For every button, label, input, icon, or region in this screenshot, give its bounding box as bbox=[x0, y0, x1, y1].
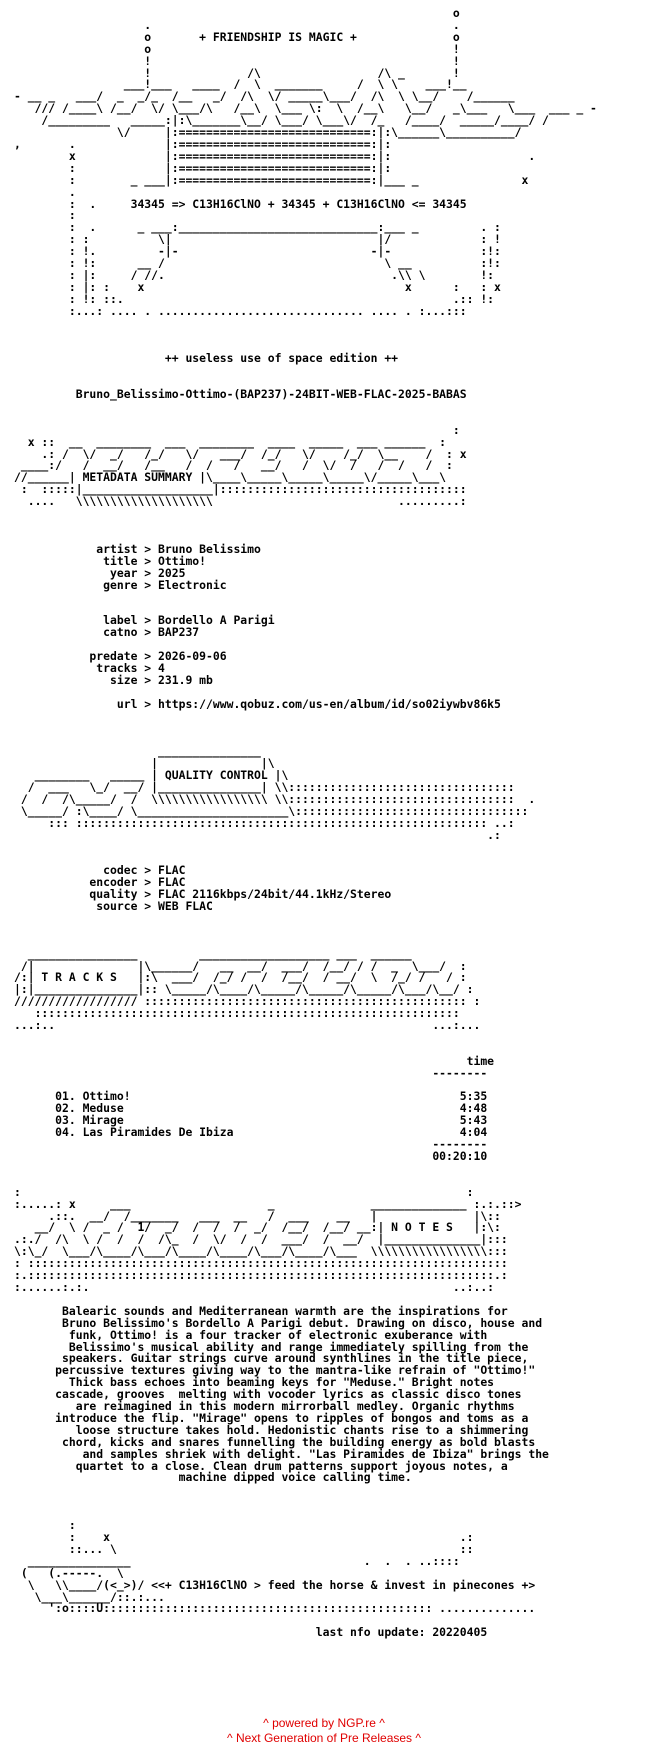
footer bbox=[0, 1716, 648, 1746]
notes-banner: : : :.....: x ___ _ ______________ :.:.::> .::. __/ /_______ ___ __ / ___ __ | |\:: __/ \ / _ / 1/ _/ / / / _/ /__/ /__/ __:| N O T E S |:\: .:./ /\ \ / / / /\_ / \/ / / ___/ / __/ |______________|::: \:\_/ \___/\____/\___/\____/\____/\___/\____/\___ \\\\\\\\\\\\\\\\\::: : :::::::::::::::::::::::::::::::::::::::::::::::::::::::::::::::::::::: :.::::::::::::::::::::::::::::::::::::::::::::::::::::::::::::::::::::.: :......:.:. ..:..: bbox=[14, 1184, 522, 1294]
footer-tagline: ^ Next Generation of Pre Releases ^ bbox=[226, 1731, 422, 1745]
release-notes: Balearic sounds and Mediterranean warmth are the inspirations for Bruno Belissimo's Bordello A Parigi debut. Drawing on disco, house and funk, Ottimo! is a four tracker of electronic exuberance with Belissimo's musical ability and range immediately spilling from the speakers. Guitar strings curve around synthlines in the title piece, percussive textures giving way to the mantra-like refrain of "Ottimo!" Thick bass echoes into beaming keys for "Meduse." Bright notes cascade, grooves melting with vocoder lyrics as classic disco tones are reimagined in this modern mirrorball medley. Organic rhythms introduce the flip. "Mirage" opens to ripples of bongos and toms as a loose structure takes hold. Hedonistic chants rise to a shimmering chord, kicks and snares funnelling the building energy as bold blasts and samples shriek with delight. "Las Piramides de Ibiza" brings the quartet to a close. Clean drum patterns support joyous notes, a machine dipped voice calling time. bbox=[55, 1303, 549, 1485]
footer-powered-by: ^ powered by NGP.re ^ bbox=[263, 1716, 385, 1730]
outro-art: : : x .: ::... \ :: _______________ . . . ..:::: ( (.-----. \ \ \\____/(<_>)/ <<+ C13H16ClNO > feed the horse & invest in pinecones +> \___\______/::.:... ':o::::U:::::::::::::::::::::::::::::::::::::::::::::::: .............. bbox=[20, 1518, 536, 1616]
tracklist-total-time: 00:20:10 bbox=[14, 1149, 488, 1163]
tracklist-rule-top: -------- bbox=[14, 1065, 488, 1080]
release-name: Bruno_Belissimo-Ottimo-(BAP237)-24BIT-WEB-FLAC-2025-BABAS bbox=[14, 387, 467, 401]
track-row: 04. Las Piramides De Ibiza 4:04 bbox=[14, 1125, 488, 1140]
ascii-logo-header: o . . o + FRIENDSHIP IS MAGIC + o o ! ! ! ! /\ /\ _ ! ___!___ ____ / \ _______ / \ \ ___!__ - __ _ ___/ _ _/_ /__ _/ /\ \/ _____\___/ /\ \ \__/ /______ /// /____\ /__/ \/ \___/\ /__\ \___ \: \ /__\ \__/ _\___ \___ ___ _ - /_________ _____:|:\_______\__/ \___/ \___\/ /_ /____/ _____/____/ / \/ |:============================:|:\______\__________/ , . |:============================:|: x |:============================:|: . : |:============================:|: : _ ___|:============================:|___ _ x . : . 34345 => C13H16ClNO + 34345 + C13H16ClNO <= 34345 : : . _ ___:_____________________________:___ _ . : : : \| |/ : ! : !. -|- -|- :!: : !: __ / \ __ :!: : |: / //. .\\ \ !: : |: : x x : : x : !: ::. .:: !: :...: .... . .............................. .... . :...::: bbox=[14, 6, 597, 318]
quality-control-banner: _______________ | |\ ________ _____ | QUALITY CONTROL |\ / ___ \_/ __/ |_______________| \\::::::::::::::::::::::::::::::::: / / /\_____/ / \\\\\\\\\\\\\\\\\ \\::::::::::::::::::::::::::::::::: . \_____/ :\____/ \______________________\:::::::::::::::::::::::::::::::::: ::: :::::::::::::::::::::::::::::::::::::::::::::::::::::::::::: ..: .: bbox=[20, 744, 536, 842]
tracklist-rule-bottom: -------- bbox=[14, 1137, 488, 1152]
edition-line: ++ useless use of space edition ++ bbox=[14, 351, 399, 366]
last-update-line: last nfo update: 20220405 bbox=[14, 1625, 488, 1640]
tracklist-time-header: time bbox=[14, 1053, 495, 1068]
tracks-banner: ________________ ___________________ ___ ______ /| |\______/ __ __/ ___/ /__/ / / _ \___/ : /:| T R A C K S |:\ ___/ /_/ / / /__/ / __/ \ /_/ / / : |:|_______________|:: \_____/\____/\_____/\_____/\_____/\___/\__/ : ////////////////// ::::::::::::::::::::::::::::::::::::::::::::::: : :::::::::::::::::::::::::::::::::::::::::::::::::::::::::::::: ...:.. ...:... bbox=[14, 946, 481, 1033]
track-row: 02. Meduse 4:48 bbox=[14, 1101, 488, 1116]
track-row: 03. Mirage 5:43 bbox=[14, 1113, 488, 1128]
metadata-fields: artist > Bruno Belissimo title > Ottimo! year > 2025 genre > Electronic label > Bordello A Parigi catno > BAP237 predate > 2026-09-06 tracks > 4 size > 231.9 mb url > https://www.qobuz.com/us-en/album/id/so02iywbv86k5 bbox=[89, 541, 501, 711]
quality-fields: codec > FLAC encoder > FLAC quality > FLAC 2116kbps/24bit/44.1kHz/Stereo source > WEB FLAC bbox=[89, 863, 392, 913]
metadata-summary-banner: : x :: __ ________ ___ ________ ____ _____ ___ ______ : .: / \/ _/ /_/ \/ ___/ /_/ \/ /_/ \__ / : x ____:/ / __/ /__ / / / __/ / \/ / / / / : //______| METADATA SUMMARY |\____\_____\_____\_____\/_____\___\ : :::::|___________________|:::::::::::::::::::::::::::::::::::: .... \\\\\\\\\\\\\\\\\\\\ .........: bbox=[14, 422, 467, 509]
track-row: 01. Ottimo! 5:35 bbox=[14, 1089, 488, 1104]
nfo-text bbox=[14, 8, 634, 1639]
ngp-link[interactable]: NGP.re bbox=[337, 1716, 376, 1730]
